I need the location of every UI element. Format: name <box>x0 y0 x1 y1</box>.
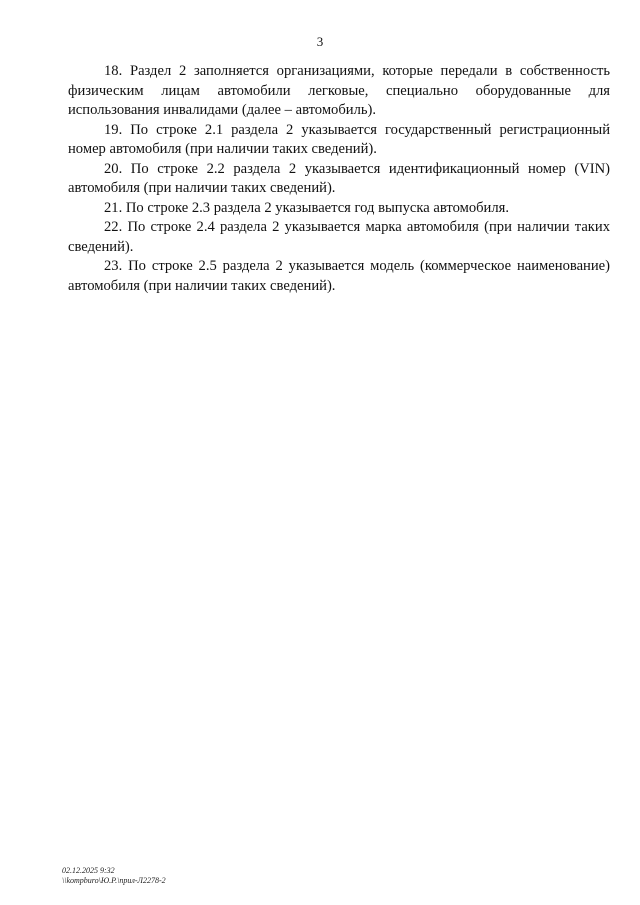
document-footer <box>62 866 166 886</box>
document-body <box>68 62 610 296</box>
footer-file-path: \\kompburo\Ю.Р.\прил-Л2278-2 <box>62 876 166 885</box>
footer-timestamp: 02.12.2025 9:32 <box>62 866 115 875</box>
paragraph-22: 22. По строке 2.4 раздела 2 указывается марка автомобиля (при наличии таких сведений). <box>68 219 610 255</box>
paragraph-18: 18. Раздел 2 заполняется организациями, которые передали в собственность физическим лицам автомобили легковые, специально оборудованные для использования инвалидами (далее – автомобиль). <box>68 63 610 118</box>
paragraph-21: 21. По строке 2.3 раздела 2 указывается год выпуска автомобиля. <box>104 199 510 216</box>
paragraph-19: 19. По строке 2.1 раздела 2 указывается государственный регистрационный номер автомобиля (при наличии таких сведений). <box>68 121 610 157</box>
page-number: 3 <box>316 34 324 49</box>
paragraph-20: 20. По строке 2.2 раздела 2 указывается идентификационный номер (VIN) автомобиля (при наличии таких сведений). <box>68 160 610 196</box>
paragraph-23: 23. По строке 2.5 раздела 2 указывается модель (коммерческое наименование) автомобиля (при наличии таких сведений). <box>68 258 610 294</box>
